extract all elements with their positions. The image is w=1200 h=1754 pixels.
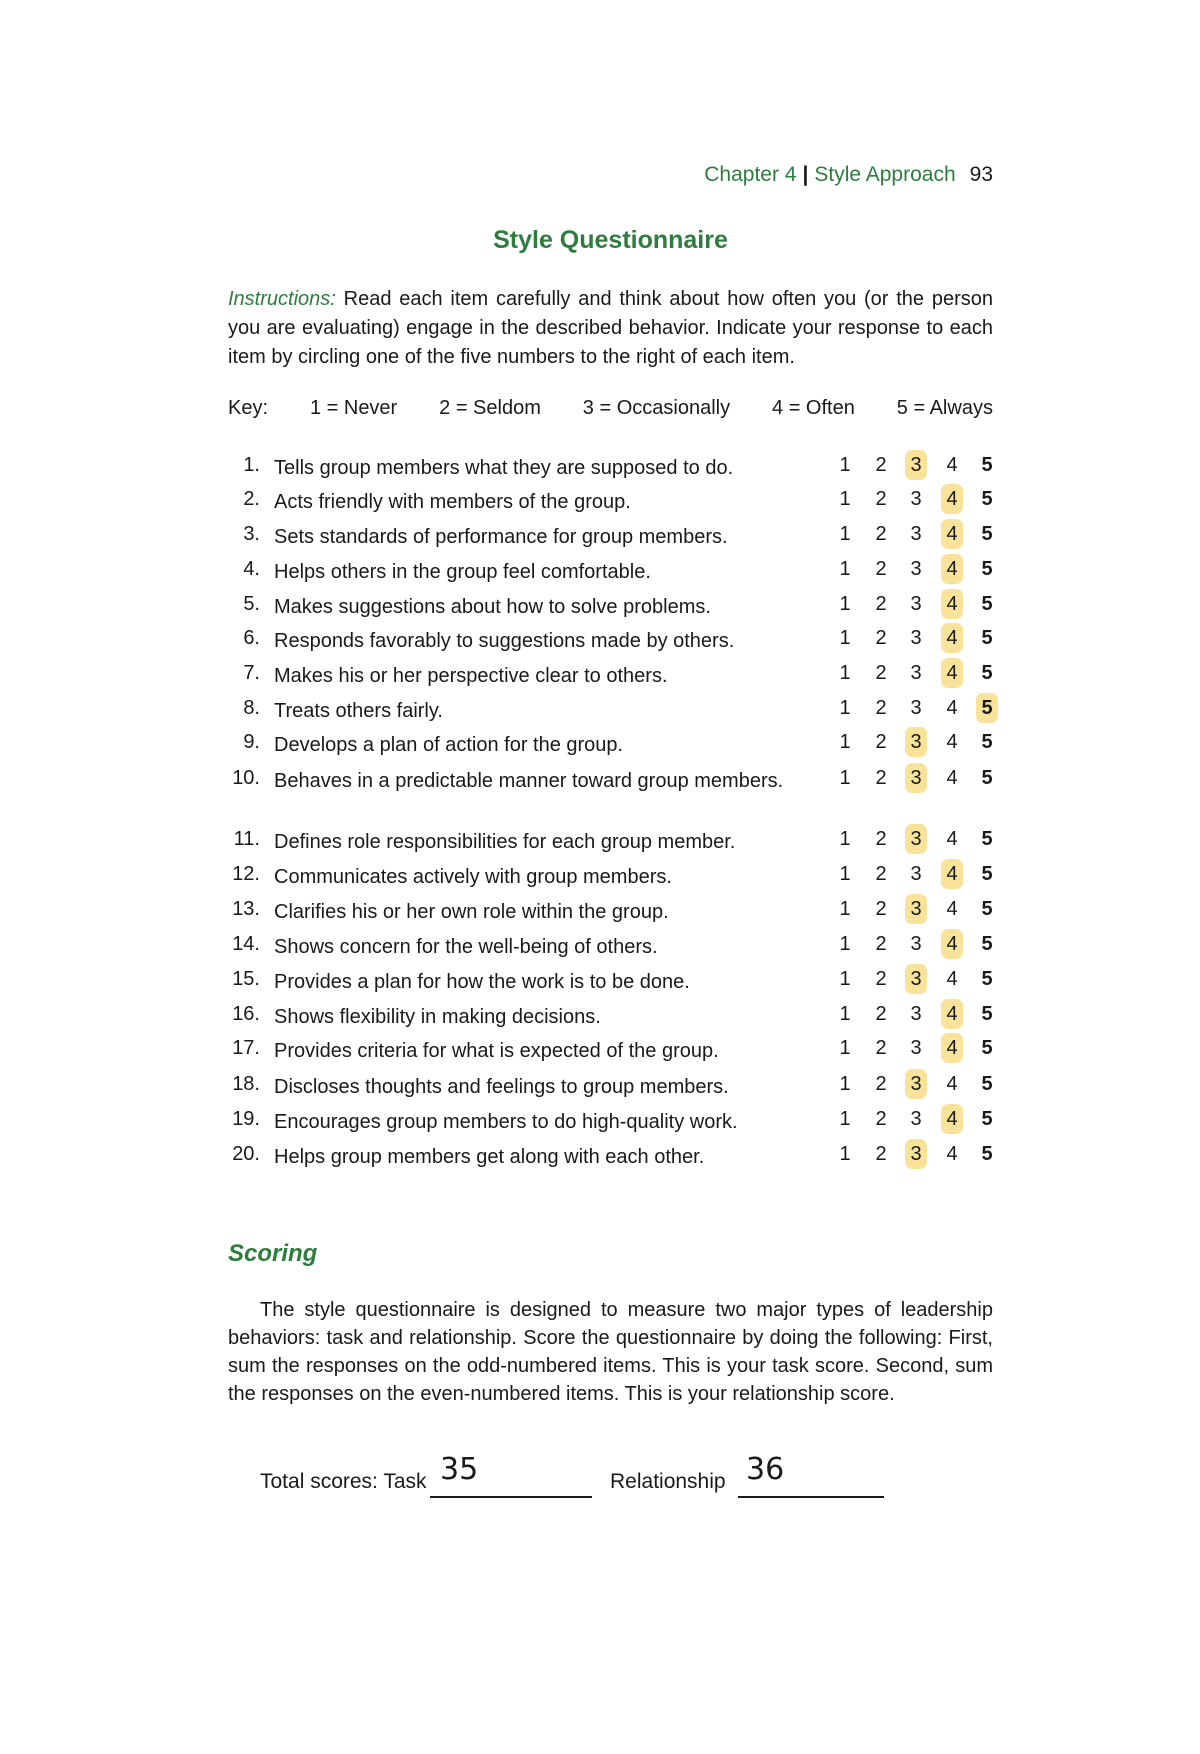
rating-option[interactable]: 1 (839, 662, 851, 684)
instructions-lead: Instructions: (228, 288, 336, 310)
questionnaire-item (0, 623, 1200, 657)
questionnaire-item (0, 929, 1200, 963)
rating-option[interactable]: 5 (981, 488, 993, 510)
scoring-paragraph: The style questionnaire is designed to measure two major types of leadership behaviors: task and relationship. Score the questionnaire by doing the following: First, sum the responses on the odd-numbered items. This is your task score. Second, sum the responses on the even-numbered items. This is your relationship score. (228, 1299, 993, 1405)
questionnaire-item (0, 1104, 1200, 1138)
rating-option[interactable]: 3 (905, 894, 927, 924)
rating-option[interactable]: 1 (839, 1073, 851, 1095)
item-number: 16. (232, 1003, 260, 1025)
key-entry: 3 = Occasionally (582, 397, 731, 419)
rating-option[interactable]: 1 (839, 488, 851, 510)
item-number: 6. (243, 627, 260, 649)
item-number: 7. (243, 662, 260, 684)
rating-option[interactable]: 1 (839, 593, 851, 615)
item-number: 3. (243, 523, 260, 545)
rating-option[interactable]: 2 (875, 523, 887, 545)
rating-option[interactable]: 3 (910, 488, 922, 510)
rating-option[interactable]: 4 (941, 484, 963, 514)
rating-option[interactable]: 4 (946, 731, 958, 753)
rating-option[interactable]: 2 (875, 828, 887, 850)
questionnaire-item (0, 693, 1200, 727)
rating-option[interactable]: 5 (981, 828, 993, 850)
item-text: Shows concern for the well-being of others. (274, 936, 658, 958)
rating-option[interactable]: 1 (839, 454, 851, 476)
item-text: Helps others in the group feel comfortable. (274, 561, 651, 583)
key-entry: 4 = Often (772, 397, 855, 419)
rating-option[interactable]: 2 (875, 731, 887, 753)
rating-option[interactable]: 1 (839, 828, 851, 850)
rating-option[interactable]: 4 (941, 1033, 963, 1063)
rating-option[interactable]: 3 (910, 627, 922, 649)
rating-option[interactable]: 2 (875, 593, 887, 615)
item-number: 13. (232, 898, 260, 920)
rating-option[interactable]: 1 (839, 627, 851, 649)
rating-option[interactable]: 1 (839, 898, 851, 920)
item-text: Defines role responsibilities for each group member. (274, 831, 736, 853)
relationship-score-value: 36 (746, 1452, 785, 1487)
rating-option[interactable]: 5 (981, 558, 993, 580)
questionnaire-item (0, 1139, 1200, 1173)
rating-option[interactable]: 3 (910, 1037, 922, 1059)
rating-option[interactable]: 3 (910, 1108, 922, 1130)
rating-option[interactable]: 4 (946, 454, 958, 476)
rating-option[interactable]: 2 (875, 1003, 887, 1025)
rating-option[interactable]: 4 (941, 929, 963, 959)
rating-option[interactable]: 4 (941, 623, 963, 653)
item-text: Responds favorably to suggestions made by others. (274, 630, 735, 652)
rating-option[interactable]: 2 (875, 662, 887, 684)
questionnaire-item (0, 1069, 1200, 1103)
item-text: Provides criteria for what is expected of the group. (274, 1040, 719, 1062)
item-text: Tells group members what they are supposed to do. (274, 457, 734, 479)
rating-option[interactable]: 5 (981, 523, 993, 545)
rating-option[interactable]: 4 (941, 519, 963, 549)
item-text: Makes his or her perspective clear to others. (274, 665, 668, 687)
item-number: 15. (232, 968, 260, 990)
questionnaire-item (0, 589, 1200, 623)
task-score-blank[interactable] (430, 1496, 592, 1498)
rating-option[interactable]: 2 (875, 933, 887, 955)
item-text: Encourages group members to do high-quality work. (274, 1111, 738, 1133)
rating-option[interactable]: 5 (981, 627, 993, 649)
rating-option[interactable]: 5 (981, 1003, 993, 1025)
questionnaire-item (0, 859, 1200, 893)
rating-option[interactable]: 2 (875, 488, 887, 510)
rating-option[interactable]: 5 (981, 1037, 993, 1059)
item-number: 11. (233, 828, 260, 850)
item-text: Makes suggestions about how to solve problems. (274, 596, 711, 618)
rating-option[interactable]: 2 (875, 767, 887, 789)
item-number: 18. (232, 1073, 260, 1095)
rating-option[interactable]: 5 (981, 863, 993, 885)
rating-option[interactable]: 4 (946, 968, 958, 990)
rating-option[interactable]: 5 (981, 968, 993, 990)
rating-option[interactable]: 4 (946, 828, 958, 850)
item-number: 14. (232, 933, 260, 955)
header-separator: | (802, 163, 809, 186)
rating-option[interactable]: 4 (941, 589, 963, 619)
key-label: Key: (228, 397, 269, 419)
questionnaire-item (0, 824, 1200, 858)
key-entry: 5 = Always (896, 397, 993, 419)
rating-option[interactable]: 5 (981, 767, 993, 789)
rating-option[interactable]: 1 (839, 1037, 851, 1059)
item-number: 17. (232, 1037, 260, 1059)
rating-option[interactable]: 2 (875, 697, 887, 719)
questionnaire-item (0, 554, 1200, 588)
key-entry: 1 = Never (309, 397, 398, 419)
rating-option[interactable]: 3 (905, 1139, 927, 1169)
rating-option[interactable]: 1 (839, 1143, 851, 1165)
rating-option[interactable]: 1 (839, 767, 851, 789)
questionnaire-item (0, 658, 1200, 692)
rating-option[interactable]: 1 (839, 863, 851, 885)
questionnaire-item (0, 894, 1200, 928)
rating-option[interactable]: 2 (875, 454, 887, 476)
rating-option[interactable]: 5 (981, 933, 993, 955)
page-number: 93 (969, 163, 993, 186)
rating-option[interactable]: 3 (910, 697, 922, 719)
rating-option[interactable]: 5 (981, 1143, 993, 1165)
questionnaire-item (0, 1033, 1200, 1067)
rating-option[interactable]: 2 (875, 1108, 887, 1130)
rating-option[interactable]: 5 (976, 693, 998, 723)
task-score-value: 35 (440, 1452, 479, 1487)
item-text: Behaves in a predictable manner toward group members. (274, 770, 784, 792)
rating-option[interactable]: 5 (981, 731, 993, 753)
questionnaire-item (0, 484, 1200, 518)
rating-option[interactable]: 1 (839, 933, 851, 955)
questionnaire-item (0, 999, 1200, 1033)
rating-option[interactable]: 4 (941, 1104, 963, 1134)
rating-option[interactable]: 3 (910, 593, 922, 615)
rating-option[interactable]: 2 (875, 968, 887, 990)
rating-option[interactable]: 4 (946, 697, 958, 719)
instructions-paragraph (228, 285, 993, 372)
rating-option[interactable]: 4 (946, 1073, 958, 1095)
section-label: Style Approach (814, 163, 956, 186)
rating-option[interactable]: 4 (946, 767, 958, 789)
rating-option[interactable]: 3 (905, 1069, 927, 1099)
rating-option[interactable]: 2 (875, 898, 887, 920)
rating-option[interactable]: 3 (905, 824, 927, 854)
rating-option[interactable]: 5 (981, 454, 993, 476)
scoring-heading: Scoring (228, 1240, 318, 1267)
rating-option[interactable]: 2 (875, 627, 887, 649)
item-number: 8. (243, 697, 260, 719)
response-key (228, 397, 993, 420)
rating-option[interactable]: 1 (839, 731, 851, 753)
rating-option[interactable]: 5 (981, 1108, 993, 1130)
running-header (0, 163, 993, 187)
rating-option[interactable]: 4 (941, 658, 963, 688)
questionnaire-item (0, 964, 1200, 998)
rating-option[interactable]: 5 (981, 898, 993, 920)
rating-option[interactable]: 3 (905, 727, 927, 757)
rating-option[interactable]: 4 (946, 1143, 958, 1165)
rating-option[interactable]: 3 (910, 1003, 922, 1025)
item-text: Clarifies his or her own role within the group. (274, 901, 669, 923)
item-text: Discloses thoughts and feelings to group members. (274, 1076, 729, 1098)
item-number: 5. (243, 593, 260, 615)
rating-option[interactable]: 1 (839, 523, 851, 545)
rating-option[interactable]: 4 (941, 554, 963, 584)
item-number: 10. (232, 767, 260, 789)
item-number: 9. (243, 731, 260, 753)
rating-option[interactable]: 1 (839, 697, 851, 719)
item-text: Communicates actively with group members. (274, 866, 672, 888)
chapter-label: Chapter 4 (704, 163, 797, 186)
rating-option[interactable]: 4 (941, 999, 963, 1029)
rating-option[interactable]: 2 (875, 1143, 887, 1165)
item-text: Helps group members get along with each other. (274, 1146, 705, 1168)
rating-option[interactable]: 1 (839, 1108, 851, 1130)
item-number: 2. (243, 488, 260, 510)
rating-option[interactable]: 2 (875, 863, 887, 885)
questionnaire-item (0, 727, 1200, 761)
rating-option[interactable]: 2 (875, 558, 887, 580)
rating-option[interactable]: 4 (946, 898, 958, 920)
rating-option[interactable]: 1 (839, 968, 851, 990)
rating-option[interactable]: 3 (910, 662, 922, 684)
rating-option[interactable]: 3 (905, 763, 927, 793)
item-number: 4. (243, 558, 260, 580)
questionnaire-item (0, 450, 1200, 484)
item-number: 1. (243, 454, 260, 476)
item-text: Treats others fairly. (274, 700, 443, 722)
item-text: Develops a plan of action for the group. (274, 734, 624, 756)
rating-option[interactable]: 3 (910, 558, 922, 580)
rating-option[interactable]: 5 (981, 593, 993, 615)
item-text: Provides a plan for how the work is to be done. (274, 971, 690, 993)
rating-option[interactable]: 3 (910, 523, 922, 545)
rating-option[interactable]: 3 (910, 863, 922, 885)
key-entry: 2 = Seldom (439, 397, 541, 419)
item-number: 19. (232, 1108, 260, 1130)
rating-option[interactable]: 1 (839, 558, 851, 580)
questionnaire-item (0, 763, 1200, 797)
rating-option[interactable]: 1 (839, 1003, 851, 1025)
page-title: Style Questionnaire (493, 226, 728, 254)
rating-option[interactable]: 5 (981, 1073, 993, 1095)
total-scores (260, 1452, 960, 1502)
questionnaire-item (0, 519, 1200, 553)
item-text: Acts friendly with members of the group. (274, 491, 631, 513)
relationship-label: Relationship (610, 1470, 726, 1493)
item-text: Sets standards of performance for group members. (274, 526, 728, 548)
rating-option[interactable]: 3 (905, 964, 927, 994)
relationship-score-blank[interactable] (738, 1496, 884, 1498)
item-number: 12. (232, 863, 260, 885)
rating-option[interactable]: 3 (905, 450, 927, 480)
rating-option[interactable]: 4 (941, 859, 963, 889)
item-number: 20. (232, 1143, 260, 1165)
totals-label: Total scores: Task (260, 1470, 427, 1493)
rating-option[interactable]: 2 (875, 1073, 887, 1095)
rating-option[interactable]: 5 (981, 662, 993, 684)
instructions-body: Read each item carefully and think about how often you (or the person you are evaluating) engage in the described behavior. Indicate your response to each item by circling one of the five numbers to the right of each item. (228, 288, 993, 368)
rating-option[interactable]: 3 (910, 933, 922, 955)
rating-option[interactable]: 2 (875, 1037, 887, 1059)
item-text: Shows flexibility in making decisions. (274, 1006, 601, 1028)
